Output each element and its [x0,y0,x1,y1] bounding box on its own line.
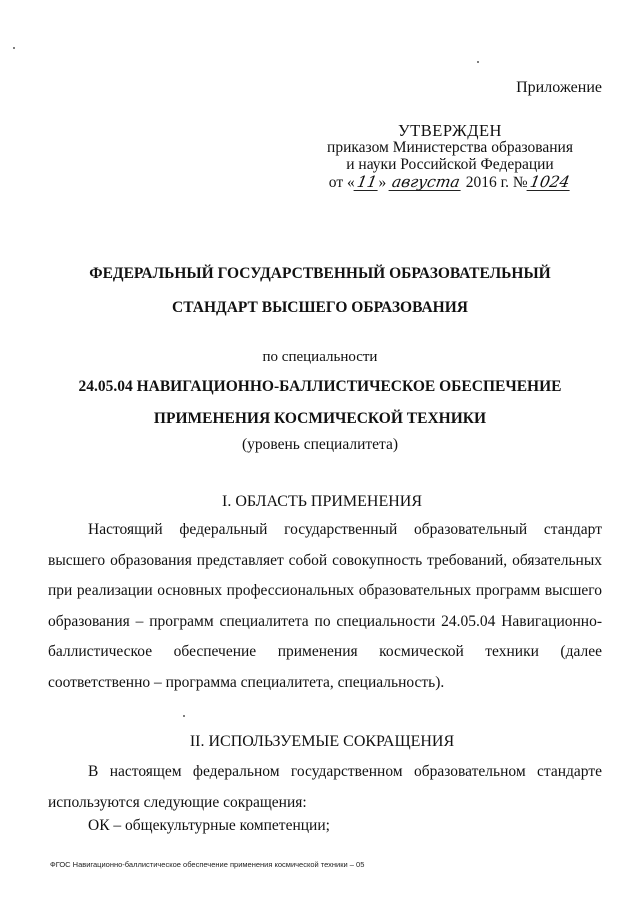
title-line-1: ФЕДЕРАЛЬНЫЙ ГОСУДАРСТВЕННЫЙ ОБРАЗОВАТЕЛЬНЫЙ [89,265,551,282]
approved-heading: УТВЕРЖДЕН [398,121,502,140]
specialty-line-2: ПРИМЕНЕНИЯ КОСМИЧЕСКОЙ ТЕХНИКИ [153,410,487,427]
document-title [60,257,580,325]
section-2-heading: II. ИСПОЛЬЗУЕМЫЕ СОКРАЩЕНИЯ [189,733,455,750]
paragraph-line: соответственно – программа специалитета, специальность). [48,673,445,691]
order-line-2: и науки Российской Федерации [346,156,554,173]
education-level: (уровень специалитета) [241,436,399,453]
section-1-heading: I. ОБЛАСТЬ ПРИМЕНЕНИЯ [221,493,423,510]
section-1-paragraph [48,515,602,698]
date-mid: » [378,174,387,191]
handwritten-month: августа [390,173,462,191]
paragraph-line: В настоящем федеральном государственном образовательном стандарте [88,763,602,780]
scan-speck [183,715,185,717]
abbreviation-ok: ОК – общекультурные компетенции; [88,817,330,834]
appendix-label: Приложение [516,79,602,96]
scan-speck [13,47,15,49]
scan-speck [477,61,479,63]
paragraph-line: Настоящий федеральный государственный образовательный стандарт [88,521,602,538]
specialty-line-1: 24.05.04 НАВИГАЦИОННО-БАЛЛИСТИЧЕСКОЕ ОБЕСПЕЧЕНИЕ [78,378,562,395]
paragraph-line: при реализации основных профессиональных образовательных программ высшего [48,582,602,599]
by-specialty-label: по специальности [262,349,378,365]
paragraph-line: образования – программ специалитета по специальности 24.05.04 Навигационно- [48,612,602,630]
title-line-2: СТАНДАРТ ВЫСШЕГО ОБРАЗОВАНИЯ [172,299,468,316]
page-footer: ФГОС Навигационно-баллистическое обеспечение применения космической техники – 05 [50,860,365,869]
order-line-1: приказом Министерства образования [327,139,573,156]
paragraph-line: баллистическое обеспечение применения космической техники (далее [48,643,602,660]
approval-block [300,122,600,191]
order-date-line [300,174,600,191]
specialty-title [60,371,580,435]
paragraph-line: используются следующие сокращения: [48,793,307,811]
date-prefix: от « [328,174,355,191]
date-year: 2016 г. № [465,174,528,191]
section-2-paragraph [48,757,602,818]
handwritten-order-number: 1024 [528,173,571,191]
paragraph-line: высшего образования представляет собой совокупность требований, обязательных [48,551,602,569]
handwritten-day: 11 [355,173,379,191]
